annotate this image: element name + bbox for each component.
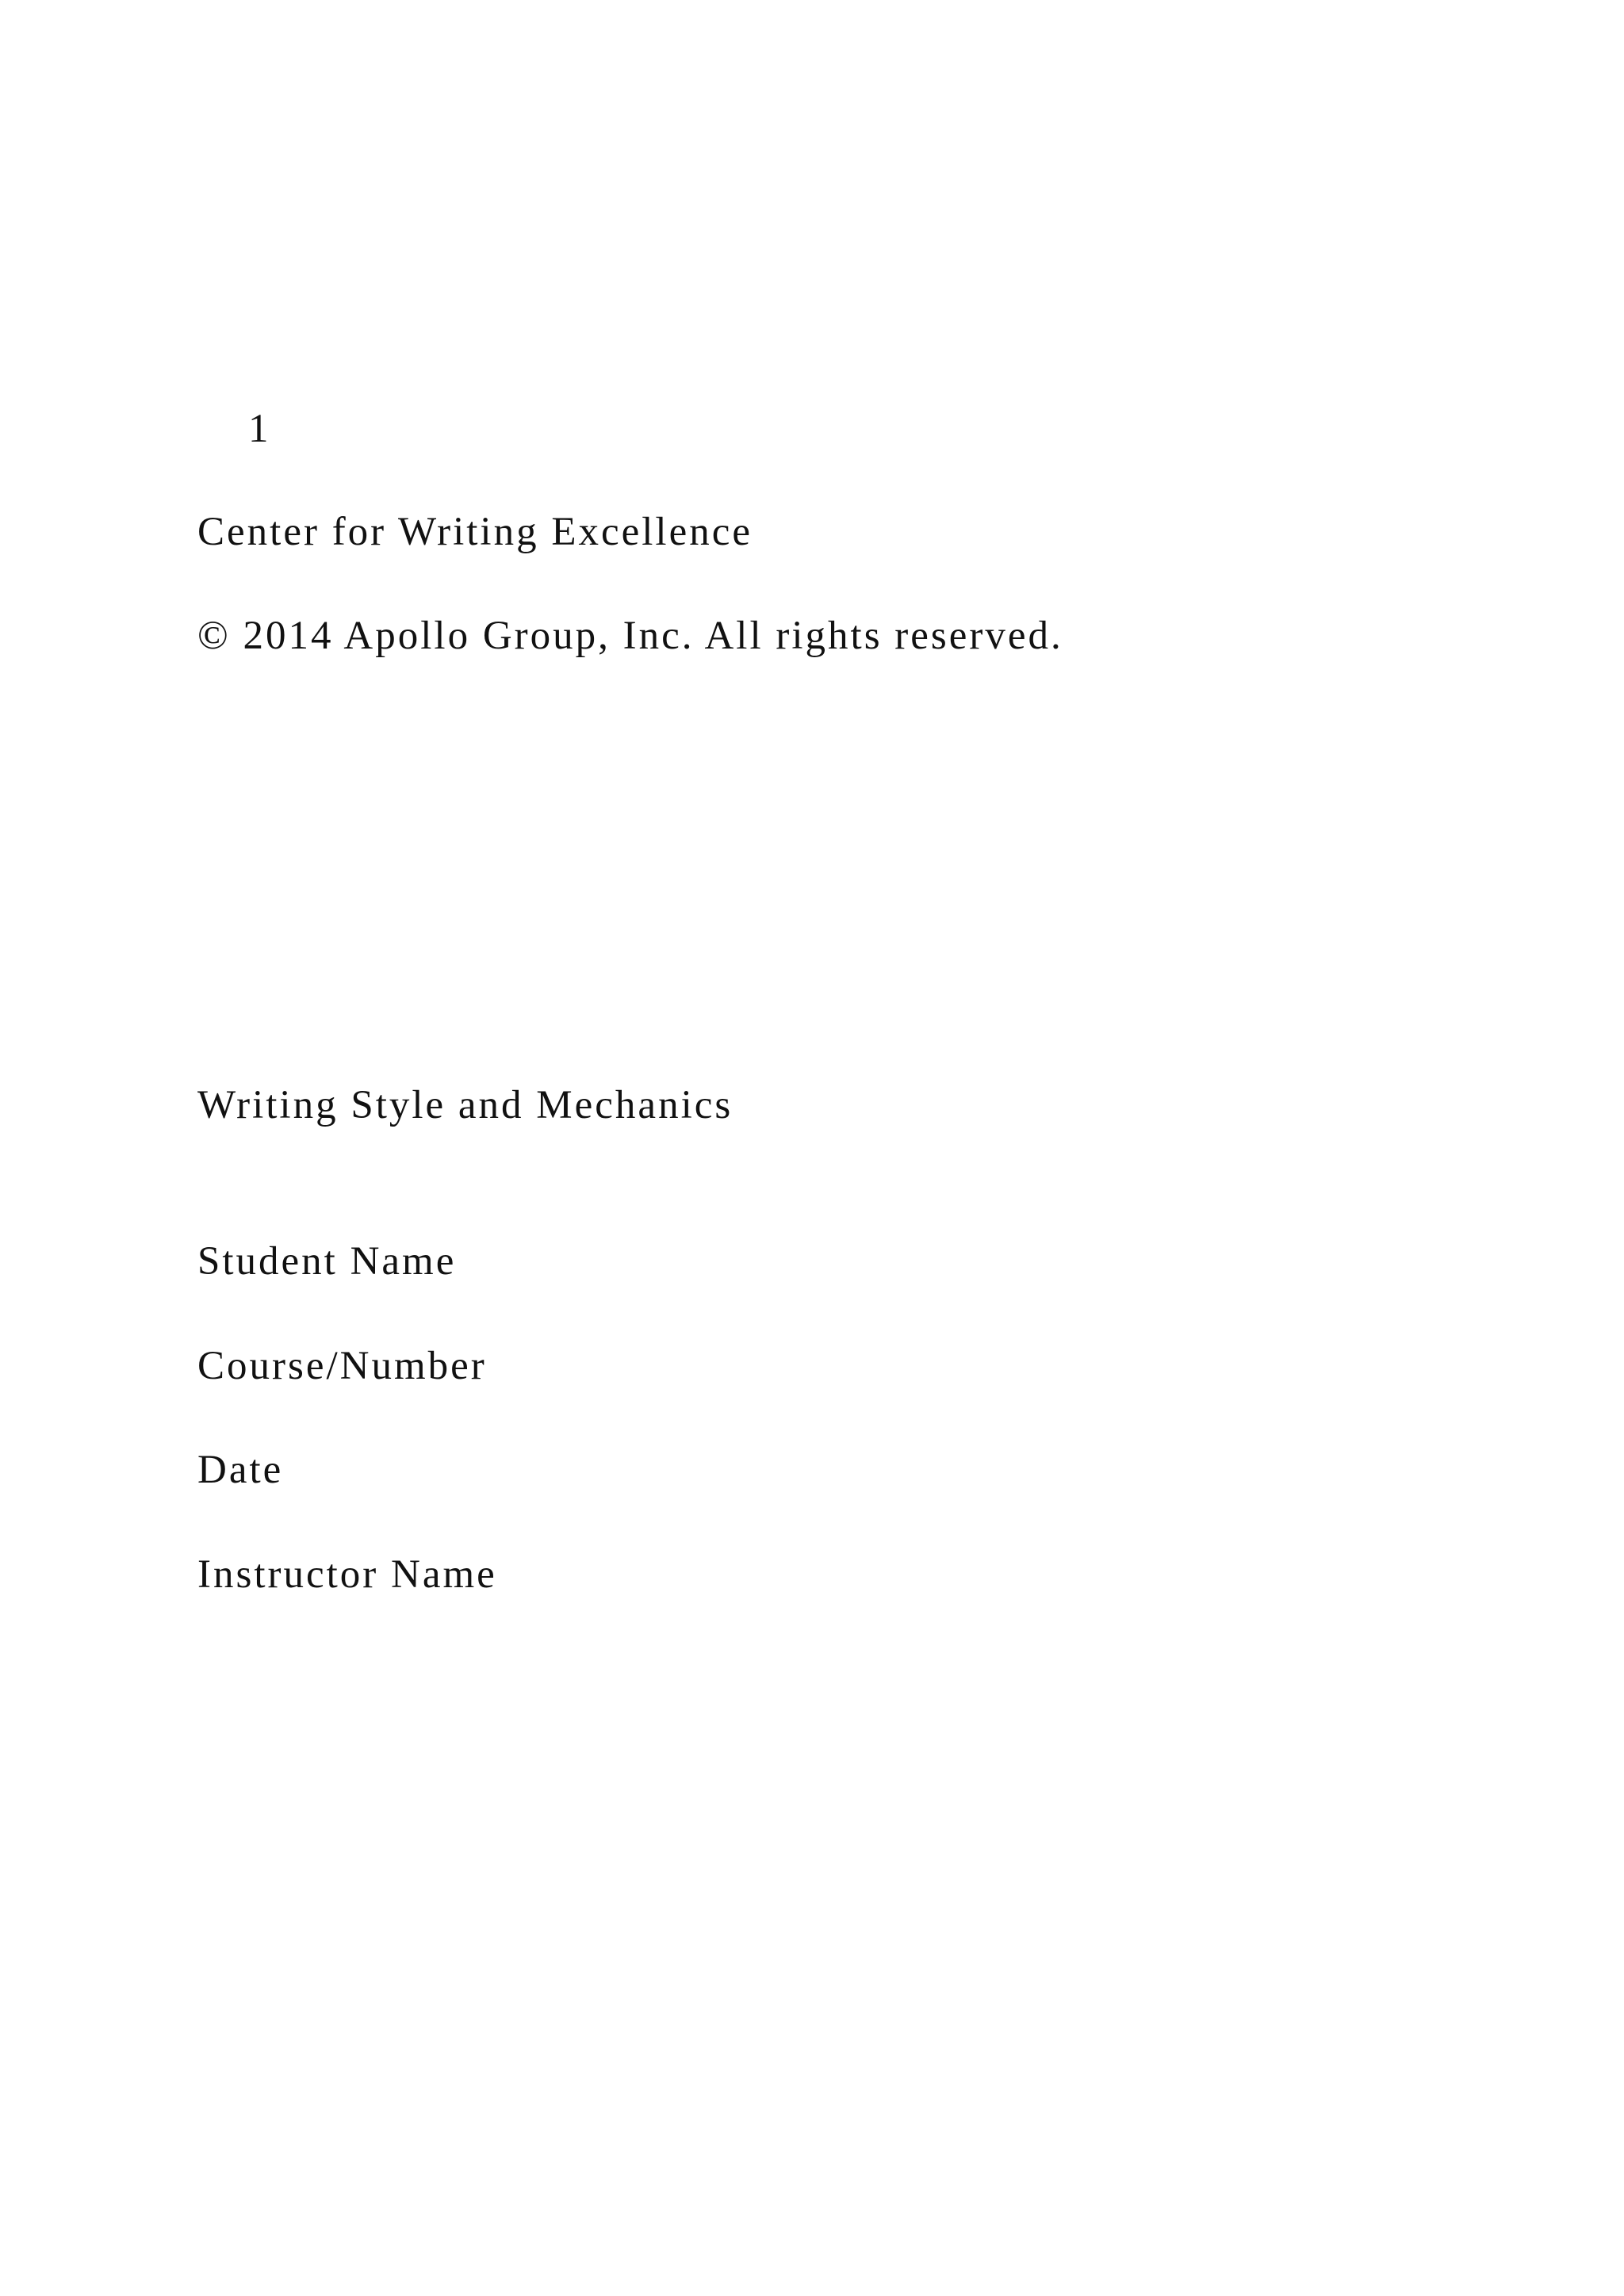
student-name: Student Name [197, 1239, 457, 1284]
instructor-name: Instructor Name [197, 1552, 497, 1597]
paper-title: Writing Style and Mechanics [197, 1083, 733, 1127]
copyright-notice: © 2014 Apollo Group, Inc. All rights reserved. [197, 614, 1063, 658]
course-number: Course/Number [197, 1344, 487, 1388]
date: Date [197, 1448, 284, 1492]
organization-name: Center for Writing Excellence [197, 510, 753, 554]
page-number: 1 [248, 407, 269, 451]
